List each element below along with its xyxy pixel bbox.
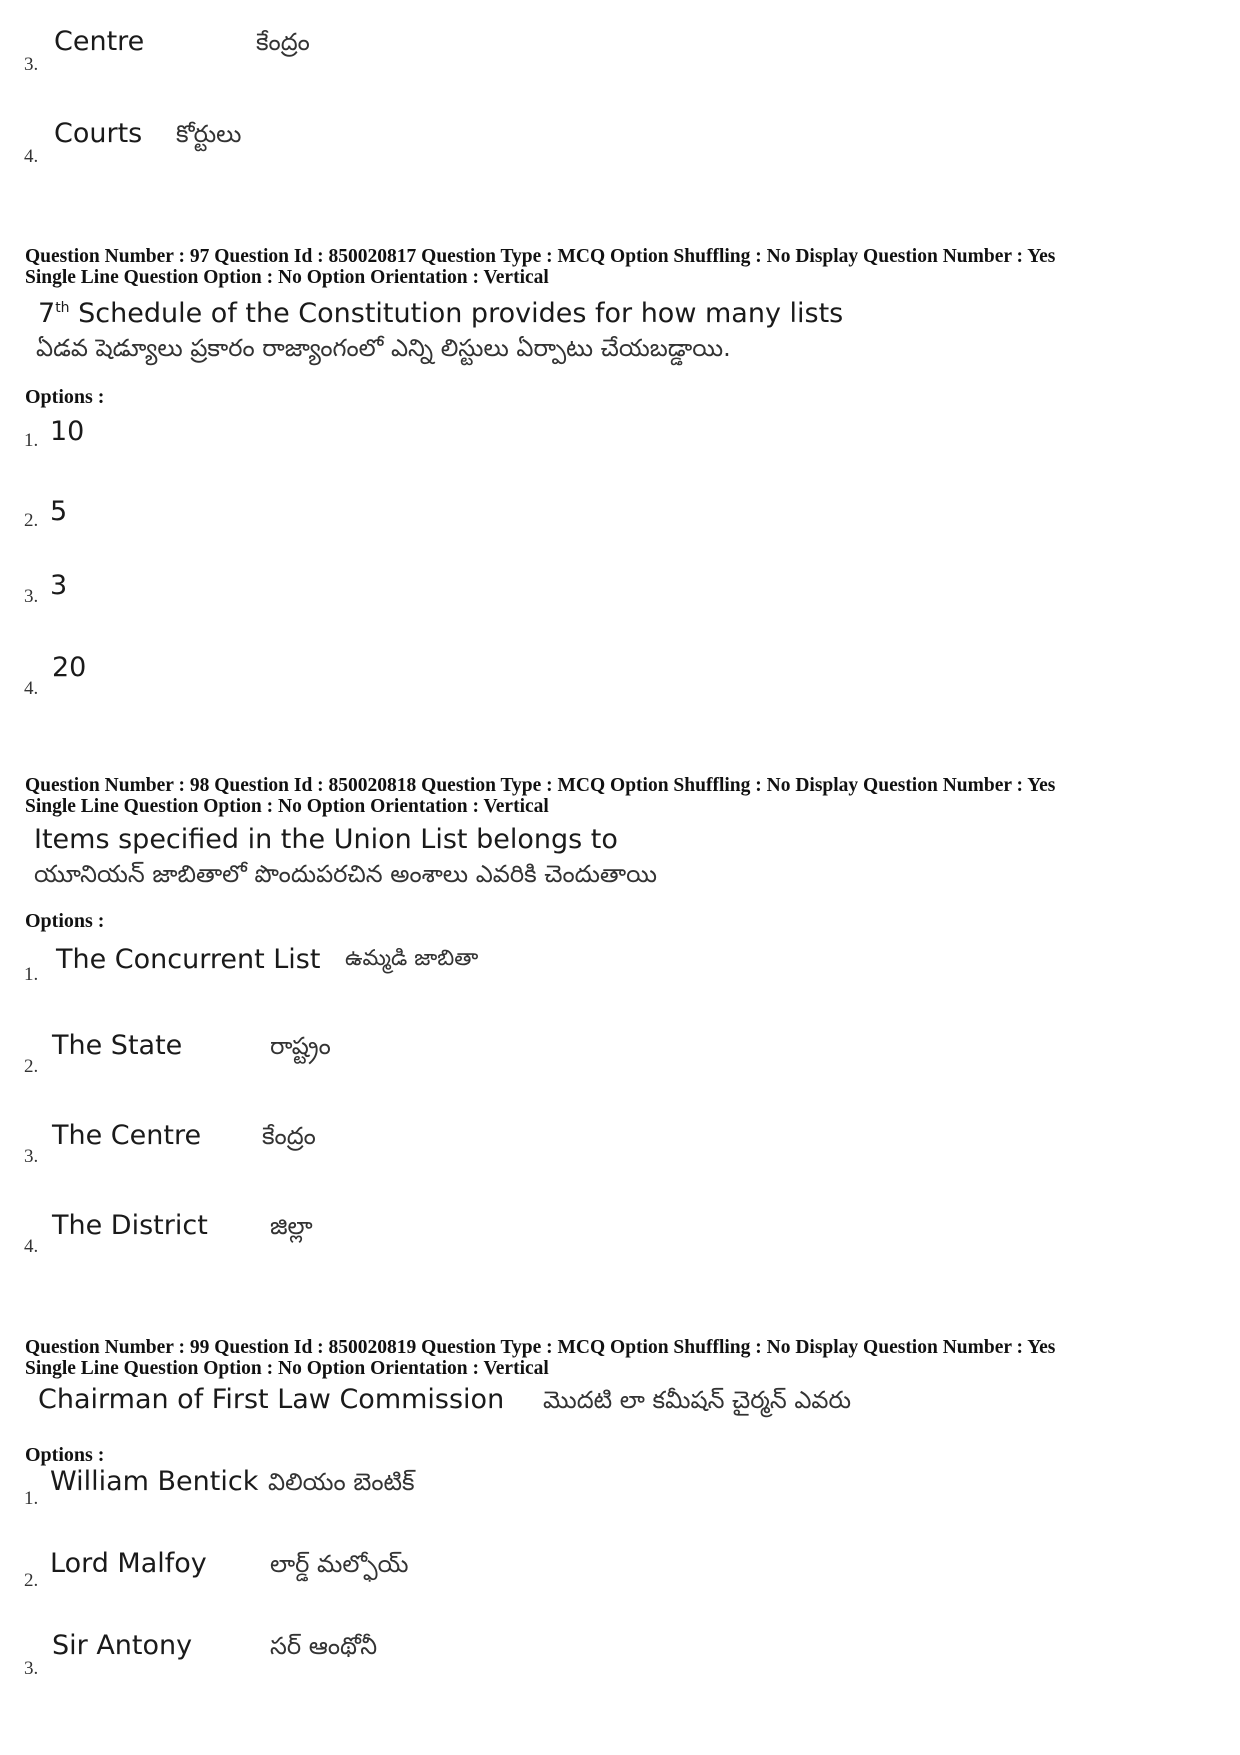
option-text-te: కేంద్రం [256,28,310,56]
question-meta-line: Single Line Question Option : No Option Orientation : Vertical [25,267,549,288]
option-text-en: 3 [50,570,68,601]
options-label: Options : [25,910,105,932]
option-text-te: రాష్ట్రం [270,1032,331,1060]
option-number: 1. [24,1488,39,1509]
options-label: Options : [25,386,105,408]
question-meta-line: Question Number : 98 Question Id : 850020818 Question Type : MCQ Option Shuffling : No Display Question Number : Yes [25,775,1056,796]
question-meta-line: Question Number : 99 Question Id : 850020819 Question Type : MCQ Option Shuffling : No Display Question Number : Yes [25,1337,1056,1358]
option-number: 3. [24,1146,39,1167]
option-text-te: ఉమ్మడి జాబితా [345,946,479,971]
question-text-te: మొదటి లా కమీషన్ చైర్మన్ ఎవరు [543,1386,852,1414]
option-number: 4. [24,1236,39,1257]
option-text-te: విలియం బెంటిక్ [268,1468,415,1496]
option-text-en: Centre [54,26,145,57]
option-number: 3. [24,1658,39,1679]
question-meta-line: Question Number : 97 Question Id : 850020817 Question Type : MCQ Option Shuffling : No Display Question Number : Yes [25,246,1056,267]
option-text-en: 10 [50,416,85,447]
option-text-en: William Bentick [50,1466,259,1497]
option-text-en: The District [52,1210,208,1241]
option-text-te: కేంద్రం [262,1122,316,1150]
options-label: Options : [25,1444,105,1466]
option-text-te: జిల్లా [270,1212,313,1240]
option-text-en: The Concurrent List [56,944,321,975]
question-text-en: 7th Schedule of the Constitution provides for how many lists [38,298,844,329]
question-text-te: ఏడవ షెడ్యూలు ప్రకారం రాజ్యాంగంలో ఎన్ని లిస్టులు ఏర్పాటు చేయబడ్డాయి. [36,334,731,362]
option-number: 3. [24,586,39,607]
option-text-en: 5 [50,496,68,527]
option-text-en: The State [52,1030,183,1061]
option-number: 2. [24,1056,39,1077]
option-text-en: Courts [54,118,143,149]
option-text-en: Sir Antony [52,1630,193,1661]
question-meta-line: Single Line Question Option : No Option Orientation : Vertical [25,796,549,817]
option-number: 2. [24,1570,39,1591]
option-text-en: 20 [52,652,87,683]
question-meta-line: Single Line Question Option : No Option Orientation : Vertical [25,1358,549,1379]
option-number: 1. [24,964,39,985]
option-text-en: The Centre [52,1120,202,1151]
option-number: 1. [24,430,39,451]
question-text-te: యూనియన్ జాబితాలో పొందుపరచిన అంశాలు ఎవరికి చెందుతాయి [34,860,657,888]
option-text-te: లార్డ్ మల్ఫోయ్ [270,1550,409,1578]
option-number: 2. [24,510,39,531]
question-text-en: Chairman of First Law Commission [38,1384,505,1415]
option-number: 3. [24,54,39,75]
option-text-en: Lord Malfoy [50,1548,207,1579]
option-number: 4. [24,146,39,167]
option-text-te: సర్ ఆంథోనీ [270,1632,378,1660]
option-text-te: కోర్టులు [176,120,242,148]
question-text-en: Items specified in the Union List belongs to [34,824,618,855]
option-number: 4. [24,678,39,699]
